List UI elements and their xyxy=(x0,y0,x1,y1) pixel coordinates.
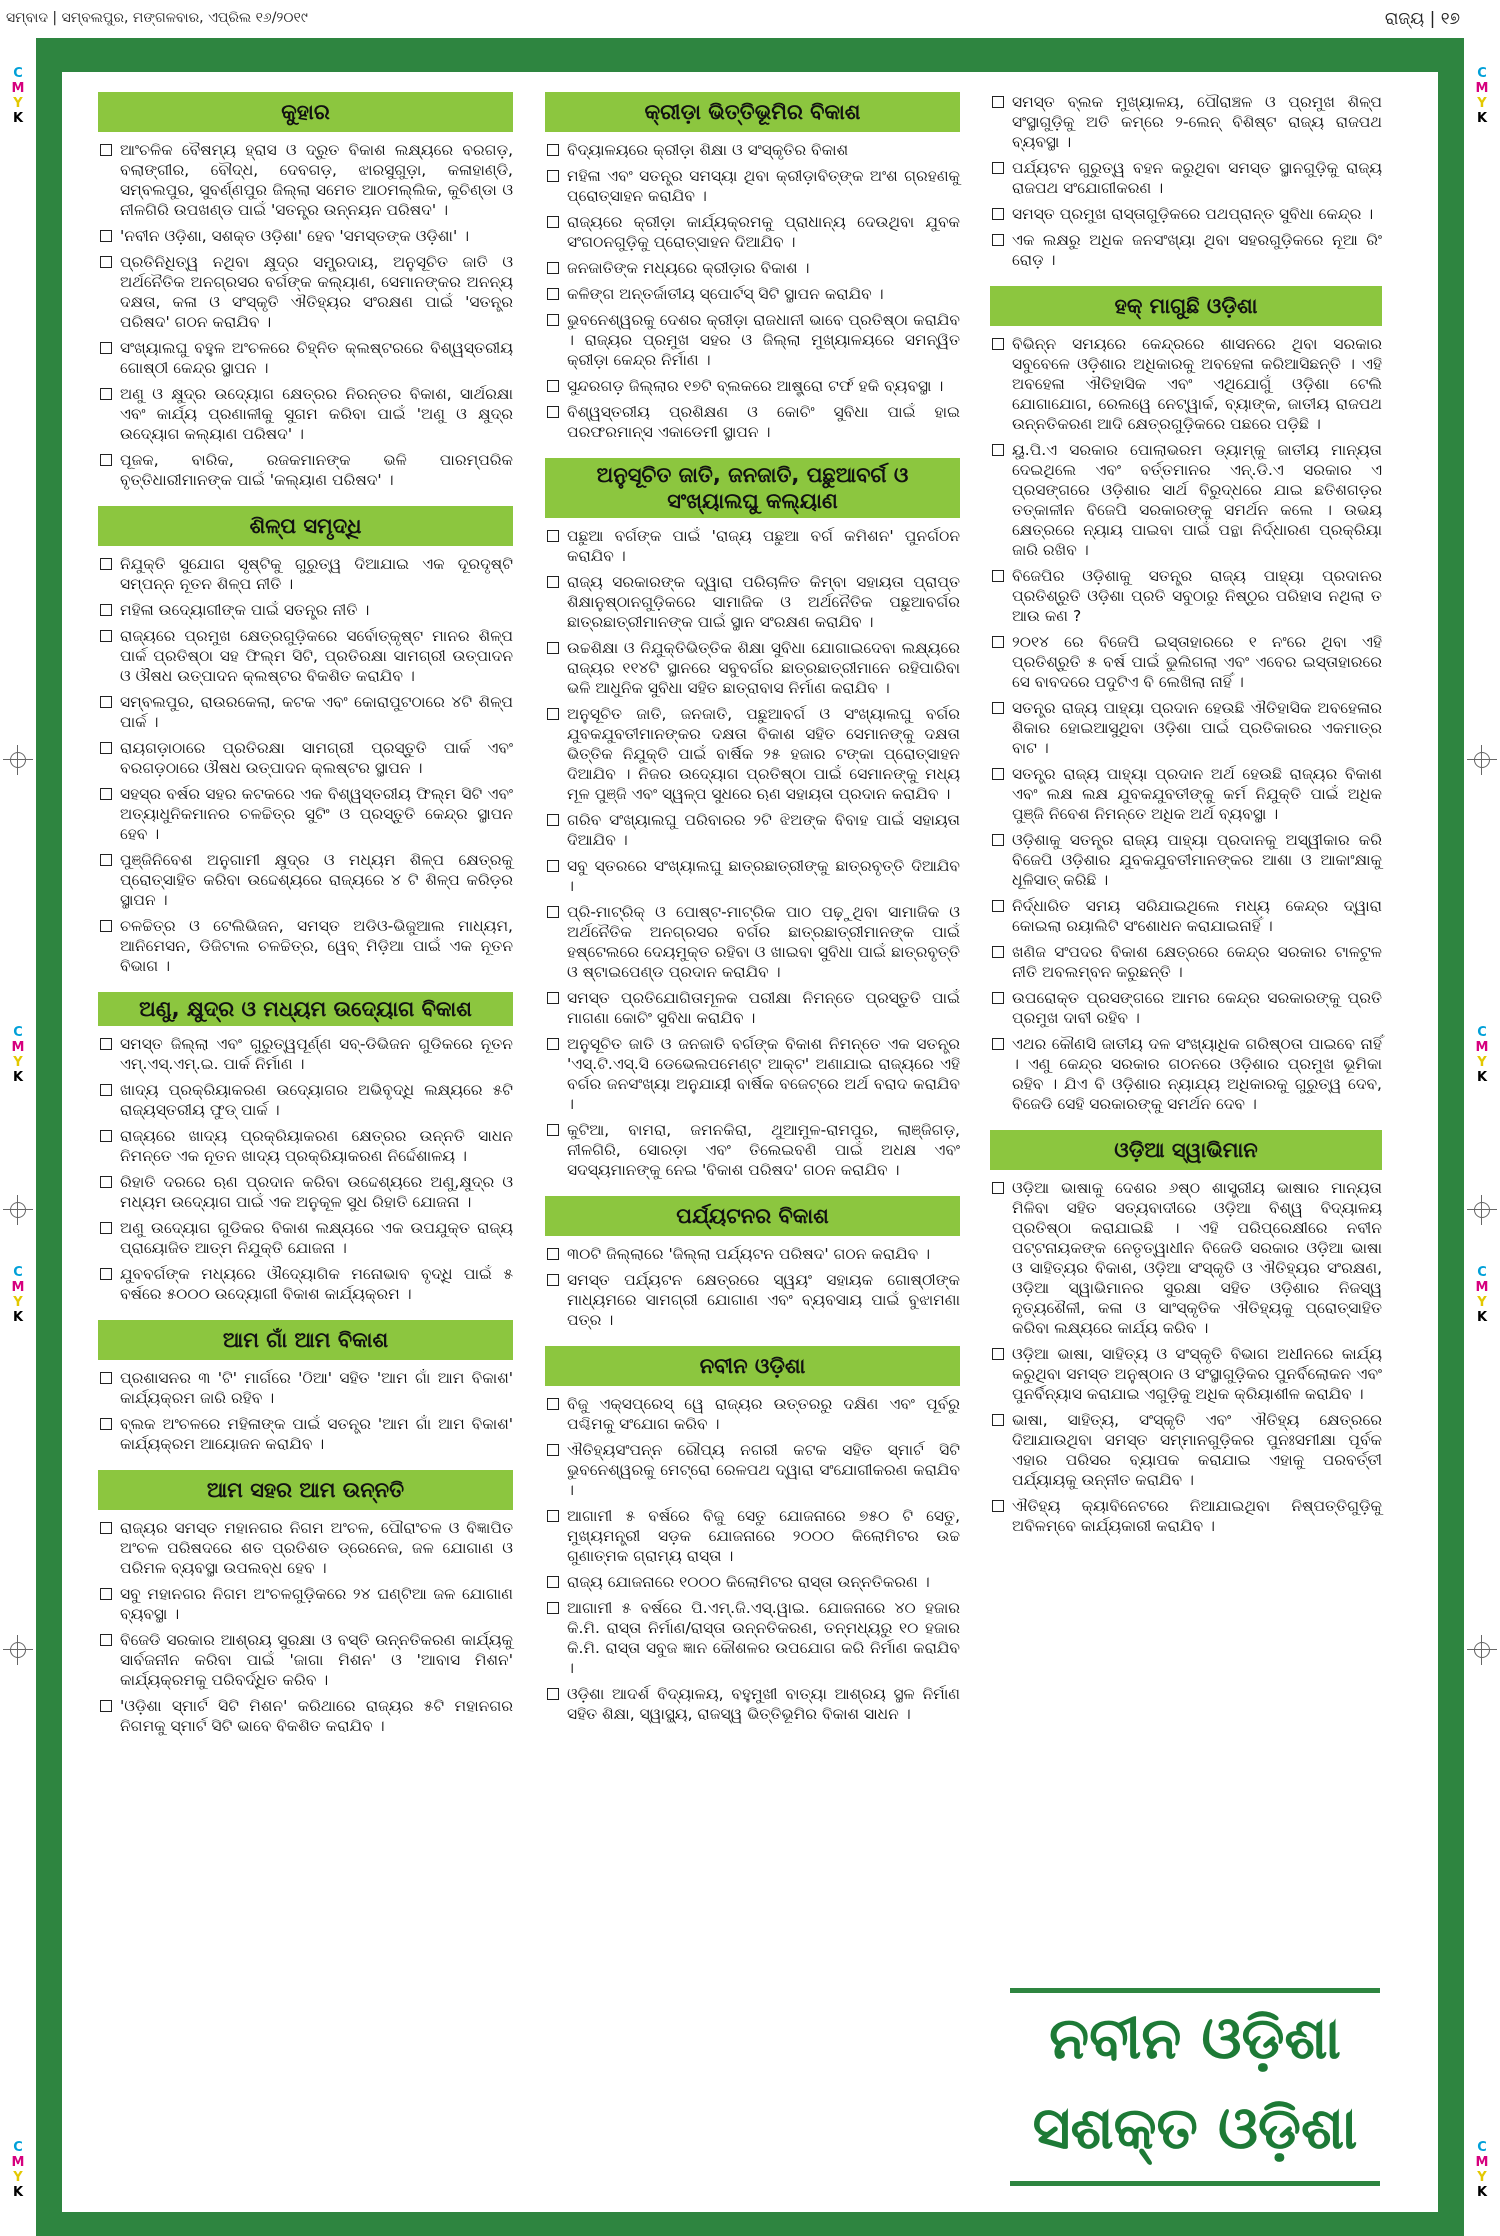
list-item: ଯୁବବର୍ଗଙ୍କ ମଧ୍ୟରେ ଔଦ୍ୟୋଗିକ ମନୋଭାବ ବୃଦ୍ଧି ପାଇଁ ୫ ବର୍ଷରେ ୫୦୦୦ ଉଦ୍ୟୋଗୀ ବିକାଶ କାର୍ଯ୍ୟକ୍ରମ । xyxy=(98,1264,513,1304)
color-bar-icon: C M Y K xyxy=(1475,1265,1489,1325)
list-item: ଆଗାମୀ ୫ ବର୍ଷରେ ପି.ଏମ୍.ଜି.ଏସ୍.ୱାଇ. ଯୋଜନାରେ ୪୦ ହଜାର କି.ମି. ରାସ୍ତା ନିର୍ମାଣ/ରାସ୍ତା ଉନ୍ନତିକରଣ, ତନ୍ମଧ୍ୟରୁ ୧୦ ହଜାର କି.ମି. ରାସ୍ତା ସବୁଜ ଜ୍ଞାନ କୌଶଳର ଉପଯୋଗ କରି ନିର୍ମାଣ କରାଯିବ । xyxy=(545,1598,960,1678)
section-heading: କ୍ରୀଡ଼ା ଭିତ୍ତିଭୂମିର ବିକାଶ xyxy=(545,92,960,132)
list-item: ବିଜୁ ଏକ୍ସପ୍ରେସ୍ ୱେ ରାଜ୍ୟର ଉତ୍ତରରୁ ଦକ୍ଷିଣ ଏବଂ ପୂର୍ବରୁ ପଶ୍ଚିମକୁ ସଂଯୋଗ କରିବ । xyxy=(545,1394,960,1434)
list-item: ଐତିହ୍ୟସଂପନ୍ନ ରୌପ୍ୟ ନଗରୀ କଟକ ସହିତ ସ୍ମାର୍ଟ ସିଟି ଭୁବନେଶ୍ୱରକୁ ମେଟ୍ରୋ ରେଳପଥ ଦ୍ୱାରା ସଂଯୋଗୀକରଣ କରାଯିବ । xyxy=(545,1440,960,1500)
list-item: ମହିଳା ଉଦ୍ୟୋଗୀଙ୍କ ପାଇଁ ସତନ୍ତ୍ର ନୀତି । xyxy=(98,600,513,620)
list-item: ଚଳଚ୍ଚିତ୍ର ଓ ଟେଲିଭିଜନ, ସମସ୍ତ ଅଡିଓ-ଭିଜୁଆଲ ମାଧ୍ୟମ, ଆନିମେସନ, ଡିଜିଟାଲ ଚଳଚ୍ଚିତ୍ର, ୱେବ୍ ମିଡ଼ିଆ ପାଇଁ ଏକ ନୂତନ ବିଭାଗ । xyxy=(98,916,513,976)
list-item: ରିହାତି ଦରରେ ଋଣ ପ୍ରଦାନ କରିବା ଉଦ୍ଦେଶ୍ୟରେ ଅଣୁ,କ୍ଷୁଦ୍ର ଓ ମଧ୍ୟମ ଉଦ୍ୟୋଗ ପାଇଁ ଏକ ଅନୁକୂଳ ସୁଧ ରିହାତି ଯୋଜନା । xyxy=(98,1172,513,1212)
registration-mark-icon xyxy=(3,745,33,775)
section-heading: ଶିଳ୍ପ ସମୃଦ୍ଧି xyxy=(98,506,513,546)
section-heading: ହକ୍ ମାଗୁଛି ଓଡ଼ିଶା xyxy=(990,286,1382,326)
list-item: ରାଜ୍ୟ ଯୋଜନାରେ ୧୦୦୦ କିଲୋମିଟର ରାସ୍ତା ଉନ୍ନତିକରଣ । xyxy=(545,1572,960,1592)
list-item: ଗରିବ ସଂଖ୍ୟାଲଘୁ ପରିବାରର ୨ଟି ଝିଅଙ୍କ ବିବାହ ପାଇଁ ସହାୟତା ଦିଆଯିବ । xyxy=(545,810,960,850)
list-item: ରାଜ୍ୟରେ ଖାଦ୍ୟ ପ୍ରକ୍ରିୟାକରଣ କ୍ଷେତ୍ରର ଉନ୍ନତି ସାଧନ ନିମନ୍ତେ ଏକ ନୂତନ ଖାଦ୍ୟ ପ୍ରକ୍ରିୟାକରଣ ନିର୍ଦ୍ଦେଶାଳୟ । xyxy=(98,1126,513,1166)
list-item: ରାୟଗଡ଼ାଠାରେ ପ୍ରତିରକ୍ଷା ସାମଗ୍ରୀ ପ୍ରସ୍ତୁତି ପାର୍କ ଏବଂ ବରଗଡ଼ଠାରେ ଔଷଧ ଉତ୍ପାଦନ କ୍ଲଷ୍ଟର ସ୍ଥାପନ । xyxy=(98,738,513,778)
list-item: ସତନ୍ତ୍ର ରାଜ୍ୟ ପାହ୍ୟା ପ୍ରଦାନ ହେଉଛି ଐତିହାସିକ ଅବହେଳାର ଶିକାର ହୋଇଆସୁଥିବା ଓଡ଼ିଶା ପାଇଁ ପ୍ରତିକାରର ଏକମାତ୍ର ବାଟ । xyxy=(990,698,1382,758)
list-item: ଅଣୁ ଉଦ୍ୟୋଗ ଗୁଡିକର ବିକାଶ ଲକ୍ଷ୍ୟରେ ଏକ ଉପଯୁକ୍ତ ରାଜ୍ୟ ପ୍ରାୟୋଜିତ ଆତ୍ମ ନିଯୁକ୍ତି ଯୋଜନା । xyxy=(98,1218,513,1258)
list-item: ନିଯୁକ୍ତି ସୁଯୋଗ ସୃଷ୍ଟିକୁ ଗୁରୁତ୍ୱ ଦିଆଯାଇ ଏକ ଦୂରଦୃଷ୍ଟି ସମ୍ପନ୍ନ ନୂତନ ଶିଳ୍ପ ନୀତି । xyxy=(98,554,513,594)
bullet-list xyxy=(990,92,1382,270)
section-heading: ଓଡ଼ିଆ ସ୍ୱାଭିମାନ xyxy=(990,1130,1382,1170)
color-bar-icon: C M Y K xyxy=(1475,2140,1489,2200)
list-item: ରାଜ୍ୟର ସମସ୍ତ ମହାନଗର ନିଗମ ଅଂଚଳ, ପୌରାଂଚଳ ଓ ବିଜ୍ଞାପିତ ଅଂଚଳ ପରିଷଦରେ ଶତ ପ୍ରତିଶତ ଡ୍ରେନେଜ, ଜଳ ଯୋଗାଣ ଓ ପରିମଳ ବ୍ୟବସ୍ଥା ଉପଲବ୍ଧ ହେବ । xyxy=(98,1518,513,1578)
bullet-list xyxy=(98,1518,513,1736)
column-middle xyxy=(545,92,960,1740)
list-item: ଜନଜାତିଙ୍କ ମଧ୍ୟରେ କ୍ରୀଡ଼ାର ବିକାଶ । xyxy=(545,258,960,278)
list-item: ବିଭିନ୍ନ ସମୟରେ କେନ୍ଦ୍ରରେ ଶାସନରେ ଥିବା ସରକାର ସବୁବେଳେ ଓଡ଼ିଶାର ଅଧିକାରକୁ ଅବହେଳା କରିଆସିଛନ୍ତି । ଏହି ଅବହେଳା ଐତିହାସିକ ଏବଂ ଏଥିଯୋଗୁଁ ଓଡ଼ିଶା ଟେଲି ଯୋଗାଯୋଗ, ରେଲୱେ ନେଟ୍‌ୱାର୍କ, ବ୍ୟାଙ୍କ, ଜାତୀୟ ରାଜପଥ ଉନ୍ନତିକରଣ ଆଦି କ୍ଷେତ୍ରଗୁଡ଼ିକରେ ପଛରେ ପଡ଼ିଛି । xyxy=(990,334,1382,434)
list-item: ସମସ୍ତ ପ୍ରମୁଖ ରାସ୍ତାଗୁଡ଼ିକରେ ପଥପ୍ରାନ୍ତ ସୁବିଧା କେନ୍ଦ୍ର । xyxy=(990,204,1382,224)
bullet-list xyxy=(545,140,960,442)
column-left xyxy=(98,92,513,1752)
list-item: ପର୍ଯ୍ୟଟନ ଗୁରୁତ୍ୱ ବହନ କରୁଥିବା ସମସ୍ତ ସ୍ଥାନଗୁଡ଼ିକୁ ରାଜ୍ୟ ରାଜପଥ ସଂଯୋଗୀକରଣ । xyxy=(990,158,1382,198)
bullet-list xyxy=(545,526,960,1180)
list-item: ସମସ୍ତ ବ୍ଲକ ମୁଖ୍ୟାଳୟ, ପୌରାଞ୍ଚଳ ଓ ପ୍ରମୁଖ ଶିଳ୍ପ ସଂସ୍ଥାଗୁଡ଼ିକୁ ଅତି କମ୍‌ରେ ୨-ଲେନ୍ ବିଶିଷ୍ଟ ରାଜ୍ୟ ରାଜପଥ ବ୍ୟବସ୍ଥା । xyxy=(990,92,1382,152)
list-item: ସତନ୍ତ୍ର ରାଜ୍ୟ ପାହ୍ୟା ପ୍ରଦାନ ଅର୍ଥ ହେଉଛି ରାଜ୍ୟର ବିକାଶ ଏବଂ ଲକ୍ଷ ଲକ୍ଷ ଯୁବକଯୁବତୀଙ୍କୁ କର୍ମ ନିଯୁକ୍ତି ପାଇଁ ଅଧିକ ପୁଞ୍ଜି ନିବେଶ ନିମନ୍ତେ ଅଧିକ ଅର୍ଥ ବ୍ୟବସ୍ଥା । xyxy=(990,764,1382,824)
bullet-list xyxy=(98,554,513,976)
list-item: ପ୍ରି-ମାଟ୍ରିକ୍ ଓ ପୋଷ୍ଟ-ମାଟ୍ରିକ ପାଠ ପଢ଼ୁଥିବା ସାମାଜିକ ଓ ଅର୍ଥନୈତିକ ଅନଗ୍ରସର ବର୍ଗର ଛାତ୍ରଛାତ୍ରୀମାନଙ୍କ ପାଇଁ ହଷ୍ଟେଲରେ ଦେୟମୁକ୍ତ ରହିବା ଓ ଖାଇବା ସୁବିଧା ପାଇଁ ଛାତ୍ରବୃତ୍ତି ଓ ଷ୍ଟାଇପେଣ୍ଡ ପ୍ରଦାନ କରାଯିବ । xyxy=(545,902,960,982)
list-item: ଓଡ଼ିଶାକୁ ସତନ୍ତ୍ର ରାଜ୍ୟ ପାହ୍ୟା ପ୍ରଦାନକୁ ଅସ୍ୱୀକାର କରି ବିଜେପି ଓଡ଼ିଶାର ଯୁବକଯୁବତୀମାନଙ୍କର ଆଶା ଓ ଆକାଂକ୍ଷାକୁ ଧୂଳିସାତ୍ କରିଛି । xyxy=(990,830,1382,890)
list-item: ପ୍ରତିନିଧିତ୍ୱ ନଥିବା କ୍ଷୁଦ୍ର ସମ୍ପ୍ରଦାୟ, ଅନୁସୂଚିତ ଜାତି ଓ ଅର୍ଥନୈତିକ ଅନଗ୍ରସର ବର୍ଗଙ୍କ କଲ୍ୟାଣ, ସେମାନଙ୍କର ଅନନ୍ୟ ଦକ୍ଷତା, କଳା ଓ ସଂସ୍କୃତି ଐତିହ୍ୟର ସଂରକ୍ଷଣ ପାଇଁ 'ସତନ୍ତ୍ର ପରିଷଦ' ଗଠନ କରାଯିବ । xyxy=(98,252,513,332)
list-item: ଅନୁସୂଚିତ ଜାତି ଓ ଜନଜାତି ବର୍ଗଙ୍କ ବିକାଶ ନିମନ୍ତେ ଏକ ସତନ୍ତ୍ର 'ଏସ୍.ଟି.ଏସ୍.ସି ଡେଭେଲପମେଣ୍ଟ ଆକ୍ଟ' ଅଣାଯାଇ ରାଜ୍ୟରେ ଏହି ବର୍ଗର ଜନସଂଖ୍ୟା ଅନୁଯାୟୀ ବାର୍ଷିକ ବଜେଟ୍‌ରେ ଅର୍ଥ ବରାଦ କରାଯିବ । xyxy=(545,1034,960,1114)
list-item: କୁଟିଆ, ବାମରା, ଜମନକିରା, ଥୁଆମୁଳ-ରାମପୁର, ଲାଞ୍ଜିଗଡ଼, ନୀଳଗିରି, ସୋରଡ଼ା ଏବଂ ତିଲେଇବଣି ପାଇଁ ଅଧକ୍ଷ ଏବଂ ସଦସ୍ୟମାନଙ୍କୁ ନେଇ 'ବିକାଶ ପରିଷଦ' ଗଠନ କରାଯିବ । xyxy=(545,1120,960,1180)
slogan-line-1: ନବୀନ ଓଡ଼ିଶା xyxy=(1049,2004,1341,2072)
list-item: ଆଂଚଳିକ ବୈଷମ୍ୟ ହ୍ରାସ ଓ ଦ୍ରୁତ ବିକାଶ ଲକ୍ଷ୍ୟରେ ବରଗଡ଼, ବଲାଙ୍ଗୀର, ବୌଦ୍ଧ, ଦେବଗଡ଼, ଝାରସୁଗୁଡ଼ା, କଳାହାଣ୍ଡି, ସମ୍ବଲପୁର, ସୁବର୍ଣ୍ଣପୁର ଜିଲ୍ଲା ସମେତ ଆଠମଲ୍ଲିକ, କୁଚିଣ୍ଡା ଓ ନୀଳଗିରି ଉପଖଣ୍ଡ ପାଇଁ 'ସତନ୍ତ୍ର ଉନ୍ନୟନ ପରିଷଦ' । xyxy=(98,140,513,220)
list-item: ସମସ୍ତ ପ୍ରତିଯୋଗିତାମୂଳକ ପରୀକ୍ଷା ନିମନ୍ତେ ପ୍ରସ୍ତୁତି ପାଇଁ ମାଗଣା କୋଚିଂ ସୁବିଧା କରାଯିବ । xyxy=(545,988,960,1028)
color-bar-icon: C M Y K xyxy=(1475,1025,1489,1085)
list-item: ବ୍ଲକ ଅଂଚଳରେ ମହିଳାଙ୍କ ପାଇଁ ସତନ୍ତ୍ର 'ଆମ ଗାଁ ଆମ ବିକାଶ' କାର୍ଯ୍ୟକ୍ରମ ଆୟୋଜନ କରାଯିବ । xyxy=(98,1414,513,1454)
list-item: ବିଶ୍ୱସ୍ତରୀୟ ପ୍ରଶିକ୍ଷଣ ଓ କୋଚିଂ ସୁବିଧା ପାଇଁ ହାଇ ପରଫରମାନ୍ସ ଏକାଡେମୀ ସ୍ଥାପନ । xyxy=(545,402,960,442)
list-item: ବିଜେଡି ସରକାର ଆଶ୍ରୟ ସୁରକ୍ଷା ଓ ବସ୍ତି ଉନ୍ନତିକରଣ କାର୍ଯ୍ୟକୁ ସାର୍ବଜନୀନ କରିବା ପାଇଁ 'ଜାଗା ମିଶନ' ଓ 'ଆବାସ ମିଶନ' କାର୍ଯ୍ୟକ୍ରମକୁ ପରିବର୍ଦ୍ଧିତ କରିବ । xyxy=(98,1630,513,1690)
list-item: ଓଡ଼ିଆ ଭାଷା, ସାହିତ୍ୟ ଓ ସଂସ୍କୃତି ବିଭାଗ ଅଧୀନରେ କାର୍ଯ୍ୟ କରୁଥିବା ସମସ୍ତ ଅନୁଷ୍ଠାନ ଓ ସଂସ୍ଥାଗୁଡ଼ିକର ପୁନର୍ବିଲୋକନ ଏବଂ ପୁନର୍ବିନ୍ୟାସ କରାଯାଇ ଏଗୁଡ଼ିକୁ ଅଧିକ କ୍ରିୟାଶୀଳ କରାଯିବ । xyxy=(990,1344,1382,1404)
section-heading: କୁହାର xyxy=(98,92,513,132)
list-item: ଭାଷା, ସାହିତ୍ୟ, ସଂସ୍କୃତି ଏବଂ ଐତିହ୍ୟ କ୍ଷେତ୍ରରେ ଦିଆଯାଉଥିବା ସମସ୍ତ ସମ୍ମାନଗୁଡ଼ିକର ପୁନଃସମୀକ୍ଷା ପୂର୍ବକ ଏହାର ପରିସର ବ୍ୟାପକ କରାଯାଇ ଏହାକୁ ପରବର୍ତ୍ତୀ ପର୍ଯ୍ୟାୟକୁ ଉନ୍ନୀତ କରାଯିବ । xyxy=(990,1410,1382,1490)
section-heading: ଆମ ସହର ଆମ ଉନ୍ନତି xyxy=(98,1470,513,1510)
list-item: ଭୁବନେଶ୍ୱରକୁ ଦେଶର କ୍ରୀଡ଼ା ରାଜଧାନୀ ଭାବେ ପ୍ରତିଷ୍ଠା କରାଯିବ । ରାଜ୍ୟର ପ୍ରମୁଖ ସହର ଓ ଜିଲ୍ଲା ମୁଖ୍ୟାଳୟରେ ସମନ୍ୱିତ କ୍ରୀଡ଼ା କେନ୍ଦ୍ର ନିର୍ମାଣ । xyxy=(545,310,960,370)
section-heading: ପର୍ଯ୍ୟଟନର ବିକାଶ xyxy=(545,1196,960,1236)
list-item: ସମସ୍ତ ପର୍ଯ୍ୟଟନ କ୍ଷେତ୍ରରେ ସ୍ୱୟଂ ସହାୟକ ଗୋଷ୍ଠୀଙ୍କ ମାଧ୍ୟମରେ ସାମଗ୍ରୀ ଯୋଗାଣ ଏବଂ ବ୍ୟବସାୟ ପାଇଁ ବୁଝାମଣା ପତ୍ର । xyxy=(545,1270,960,1330)
color-bar-icon: C M Y K xyxy=(11,1265,25,1325)
list-item: ସବୁ ମହାନଗର ନିଗମ ଅଂଚଳଗୁଡ଼ିକରେ ୨୪ ଘଣ୍ଟିଆ ଜଳ ଯୋଗାଣ ବ୍ୟବସ୍ଥା । xyxy=(98,1584,513,1624)
slogan-box xyxy=(1010,1988,1380,2186)
bullet-list xyxy=(545,1244,960,1330)
bullet-list xyxy=(98,1368,513,1454)
bullet-list xyxy=(990,334,1382,1114)
registration-mark-icon xyxy=(1467,1635,1497,1665)
list-item: ସହସ୍ର ବର୍ଷର ସହର କଟକରେ ଏକ ବିଶ୍ୱସ୍ତରୀୟ ଫିଲ୍ମ ସିଟି ଏବଂ ଅତ୍ୟାଧୁନିକମାନର ଚଳଚ୍ଚିତ୍ର ସୁଟିଂ ଓ ପ୍ରସ୍ତୁତି କେନ୍ଦ୍ର ସ୍ଥାପନ ହେବ । xyxy=(98,784,513,844)
list-item: 'ଓଡ଼ିଶା ସ୍ମାର୍ଟ ସିଟି ମିଶନ' କରିଥାରେ ରାଜ୍ୟର ୫ଟି ମହାନଗର ନିଗମକୁ ସ୍ମାର୍ଟ ସିଟି ଭାବେ ବିକଶିତ କରାଯିବ । xyxy=(98,1696,513,1736)
color-bar-icon: C M Y K xyxy=(11,66,25,126)
section-heading: ଆମ ଗାଁ ଆମ ବିକାଶ xyxy=(98,1320,513,1360)
section-heading: ଅନୁସୂଚିତ ଜାତି, ଜନଜାତି, ପଛୁଆବର୍ଗ ଓ ସଂଖ୍ୟାଲଘୁ କଲ୍ୟାଣ xyxy=(545,458,960,518)
registration-mark-icon xyxy=(3,1195,33,1225)
list-item: ପୂଜକ, ବାରିକ, ରଜକମାନଙ୍କ ଭଳି ପାରମ୍ପରିକ ବୃତ୍ତିଧାରୀମାନଙ୍କ ପାଇଁ 'କଲ୍ୟାଣ ପରିଷଦ' । xyxy=(98,450,513,490)
list-item: ଏକ ଲକ୍ଷରୁ ଅଧିକ ଜନସଂଖ୍ୟା ଥିବା ସହରଗୁଡ଼ିକରେ ନୂଆ ରିଂ ରୋଡ଼ । xyxy=(990,230,1382,270)
bullet-list xyxy=(990,1178,1382,1536)
bullet-list xyxy=(545,1394,960,1724)
list-item: ଉପରୋକ୍ତ ପ୍ରସଙ୍ଗରେ ଆମର କେନ୍ଦ୍ର ସରକାରଙ୍କୁ ପ୍ରତି ପ୍ରମୁଖ ଦାବୀ ରହିବ । xyxy=(990,988,1382,1028)
masthead xyxy=(0,0,1500,38)
list-item: ଆଗାମୀ ୫ ବର୍ଷରେ ବିଜୁ ସେତୁ ଯୋଜନାରେ ୭୫୦ ଟି ସେତୁ, ମୁଖ୍ୟମନ୍ତ୍ରୀ ସଡ଼କ ଯୋଜନାରେ ୨୦୦୦ କିଲୋମିଟର ଉଚ୍ଚ ଗୁଣାତ୍ମକ ଗ୍ରାମ୍ୟ ରାସ୍ତା । xyxy=(545,1506,960,1566)
list-item: କଳିଙ୍ଗ ଅନ୍ତର୍ଜାତୀୟ ସ୍ପୋର୍ଟସ୍ ସିଟି ସ୍ଥାପନ କରାଯିବ । xyxy=(545,284,960,304)
registration-mark-icon xyxy=(1467,1195,1497,1225)
list-item: ସଂଖ୍ୟାଲଘୁ ବହୁଳ ଅଂଚଳରେ ଚିହ୍ନିତ କ୍ଲଷ୍ଟରରେ ବିଶ୍ୱସ୍ତରୀୟ ଗୋଷ୍ଠୀ କେନ୍ଦ୍ର ସ୍ଥାପନ । xyxy=(98,338,513,378)
list-item: ଐତିହ୍ୟ କ୍ୟାବିନେଟରେ ନିଆଯାଇଥିବା ନିଷ୍ପତ୍ତିଗୁଡ଼ିକୁ ଅବିଳମ୍ବେ କାର୍ଯ୍ୟକାରୀ କରାଯିବ । xyxy=(990,1496,1382,1536)
list-item: ନିର୍ଦ୍ଧାରିତ ସମୟ ସରିଯାଇଥିଲେ ମଧ୍ୟ କେନ୍ଦ୍ର ଦ୍ୱାରା କୋଇଲା ରୟାଲିଟି ସଂଶୋଧନ କରାଯାଇନାହିଁ । xyxy=(990,896,1382,936)
color-bar-icon: C M Y K xyxy=(1475,66,1489,126)
list-item: ଅଣୁ ଓ କ୍ଷୁଦ୍ର ଉଦ୍ୟୋଗ କ୍ଷେତ୍ରର ନିରନ୍ତର ବିକାଶ, ସାର୍ଥରକ୍ଷା ଏବଂ କାର୍ଯ୍ୟ ପ୍ରଣାଳୀକୁ ସୁଗମ କରିବା ପାଇଁ 'ଅଣୁ ଓ କ୍ଷୁଦ୍ର ଉଦ୍ୟୋଗ କଲ୍ୟାଣ ପରିଷଦ' । xyxy=(98,384,513,444)
list-item: ମହିଳା ଏବଂ ସତନ୍ତ୍ର ସମସ୍ୟା ଥିବା କ୍ରୀଡ଼ାବିତ୍ଙ୍କ ଅଂଶ ଗ୍ରହଣକୁ ପ୍ରୋତ୍ସାହନ କରାଯିବ । xyxy=(545,166,960,206)
color-bar-icon: C M Y K xyxy=(11,1025,25,1085)
list-item: ପ୍ରଶାସନର ୩ 'ଟି' ମାର୍ଗରେ 'ଠିଆ' ସହିତ 'ଆମ ଗାଁ ଆମ ବିକାଶ' କାର୍ଯ୍ୟକ୍ରମ ଜାରି ରହିବ । xyxy=(98,1368,513,1408)
list-item: ସବୁ ସ୍ତରରେ ସଂଖ୍ୟାଲଘୁ ଛାତ୍ରଛାତ୍ରୀଙ୍କୁ ଛାତ୍ରବୃତ୍ତି ଦିଆଯିବ । xyxy=(545,856,960,896)
list-item: ଏଥର କୌଣସି ଜାତୀୟ ଦଳ ସଂଖ୍ୟାଧିକ ଗରିଷ୍ଠତା ପାଇବେ ନାହିଁ । ଏଣୁ କେନ୍ଦ୍ର ସରକାର ଗଠନରେ ଓଡ଼ିଶାର ପ୍ରମୁଖ ଭୂମିକା ରହିବ । ଯିଏ ବି ଓଡ଼ିଶାର ନ୍ୟାଯ୍ୟ ଅଧିକାରକୁ ଗୁରୁତ୍ୱ ଦେବ, ବିଜେଡି ସେହି ସରକାରଙ୍କୁ ସମର୍ଥନ ଦେବ । xyxy=(990,1034,1382,1114)
list-item: ଓଡ଼ିଆ ଭାଷାକୁ ଦେଶର ୬ଷ୍ଠ ଶାସ୍ତ୍ରୀୟ ଭାଷାର ମାନ୍ୟତା ମିଳିବା ସହିତ ସତ୍ୟବାଦୀରେ ଓଡ଼ିଆ ବିଶ୍ୱ ବିଦ୍ୟାଳୟ ପ୍ରତିଷ୍ଠା କରାଯାଇଛି । ଏହି ପରିପ୍ରେକ୍ଷୀରେ ନବୀନ ପଟ୍ଟନାୟକଙ୍କ ନେତୃତ୍ୱାଧୀନ ବିଜେଡି ସରକାର ଓଡ଼ିଆ ଭାଷା ଓ ସାହିତ୍ୟର ବିକାଶ, ଓଡ଼ିଆ ସଂସ୍କୃତି ଓ ଐତିହ୍ୟର ସଂରକ୍ଷଣ, ଓଡ଼ିଆ ସ୍ୱାଭିମାନର ସୁରକ୍ଷା ସହିତ ଓଡ଼ିଶାର ନିଜସ୍ୱ ନୃତ୍ୟଶୈଳୀ, କଳା ଓ ସାଂସ୍କୃତିକ ଐତିହ୍ୟକୁ ପ୍ରୋତ୍ସାହିତ କରିବା ଲକ୍ଷ୍ୟରେ କାର୍ଯ୍ୟ କରିବ । xyxy=(990,1178,1382,1338)
color-bar-icon: C M Y K xyxy=(11,2140,25,2200)
list-item: ଅନୁସୂଚିତ ଜାତି, ଜନଜାତି, ପଛୁଆବର୍ଗ ଓ ସଂଖ୍ୟାଲଘୁ ବର୍ଗର ଯୁବକଯୁବତୀମାନଙ୍କର ଦକ୍ଷତା ବିକାଶ ସହିତ ସେମାନଙ୍କୁ ଦକ୍ଷତା ଭିତ୍ତିକ ନିଯୁକ୍ତି ପାଇଁ ବାର୍ଷିକ ୨୫ ହଜାର ଟଙ୍କା ପ୍ରୋତ୍ସାହନ ଦିଆଯିବ । ନିଜର ଉଦ୍ୟୋଗ ପ୍ରତିଷ୍ଠା ପାଇଁ ସେମାନଙ୍କୁ ମଧ୍ୟ ମୂଳ ପୁଞ୍ଜି ଏବଂ ସ୍ୱଳ୍ପ ସୁଧରେ ଋଣ ସହାୟତା ପ୍ରଦାନ କରାଯିବ । xyxy=(545,704,960,804)
column-right xyxy=(990,92,1382,1552)
list-item: ରାଜ୍ୟରେ ପ୍ରମୁଖ କ୍ଷେତ୍ରଗୁଡ଼ିକରେ ସର୍ବୋତ୍କୃଷ୍ଟ ମାନର ଶିଳ୍ପ ପାର୍କ ପ୍ରତିଷ୍ଠା ସହ ଫିଲ୍ମ ସିଟି, ପ୍ରତିରକ୍ଷା ସାମଗ୍ରୀ ଉତ୍ପାଦନ ଓ ଔଷଧ ଉତ୍ପାଦନ କ୍ଲଷ୍ଟର ବିକଶିତ କରାଯିବ । xyxy=(98,626,513,686)
section-heading: ଅଣୁ, କ୍ଷୁଦ୍ର ଓ ମଧ୍ୟମ ଉଦ୍ୟୋଗ ବିକାଶ xyxy=(98,992,513,1026)
list-item: ଖାଦ୍ୟ ପ୍ରକ୍ରିୟାକରଣ ଉଦ୍ୟୋଗର ଅଭିବୃଦ୍ଧି ଲକ୍ଷ୍ୟରେ ୫ଟି ରାଜ୍ୟସ୍ତରୀୟ ଫୁଡ୍ ପାର୍କ । xyxy=(98,1080,513,1120)
list-item: ସୁନ୍ଦରଗଡ଼ ଜିଲ୍ଲାର ୧୭ଟି ବ୍ଲକରେ ଆଷ୍ଟ୍ରୋ ଟର୍ଫ ହକି ବ୍ୟବସ୍ଥା । xyxy=(545,376,960,396)
list-item: ସମ୍ବଲପୁର, ରାଉରକେଲା, କଟକ ଏବଂ କୋରାପୁଟଠାରେ ୪ଟି ଶିଳ୍ପ ପାର୍କ । xyxy=(98,692,513,732)
list-item: ରାଜ୍ୟ ସରକାରଙ୍କ ଦ୍ୱାରା ପରିଚାଳିତ କିମ୍ବା ସହାୟତା ପ୍ରାପ୍ତ ଶିକ୍ଷାନୁଷ୍ଠାନଗୁଡ଼ିକରେ ସାମାଜିକ ଓ ଅର୍ଥନୈତିକ ପଛୁଆବର୍ଗର ଛାତ୍ରଛାତ୍ରୀମାନଙ୍କ ପାଇଁ ସ୍ଥାନ ସଂରକ୍ଷଣ କରାଯିବ । xyxy=(545,572,960,632)
registration-mark-icon xyxy=(1467,745,1497,775)
list-item: ଓଡ଼ିଶା ଆଦର୍ଶ ବିଦ୍ୟାଳୟ, ବହୁମୁଖୀ ବାତ୍ୟା ଆଶ୍ରୟ ସ୍ଥଳ ନିର୍ମାଣ ସହିତ ଶିକ୍ଷା, ସ୍ୱାସ୍ଥ୍ୟ, ରାଜସ୍ୱ ଭିତ୍ତିଭୂମିର ବିକାଶ ସାଧନ । xyxy=(545,1684,960,1724)
bullet-list xyxy=(98,140,513,490)
list-item: ୟୁ.ପି.ଏ ସରକାର ପୋଲାଭରମ ଡ୍ୟାମ୍‌କୁ ଜାତୀୟ ମାନ୍ୟତା ଦେଇଥିଲେ ଏବଂ ବର୍ତ୍ତମାନର ଏନ୍.ଡି.ଏ ସରକାର ଏ ପ୍ରସଙ୍ଗରେ ଓଡ଼ିଶାର ସାର୍ଥ ବିରୁଦ୍ଧରେ ଯାଇ ଛତିଶଗଡ଼ର ତତ୍କାଳୀନ ବିଜେପି ସରକାରଙ୍କୁ ସମର୍ଥନ କଲେ । ଉଭୟ କ୍ଷେତ୍ରରେ ନ୍ୟାୟ ପାଇବା ପାଇଁ ପନ୍ଥା ନିର୍ଦ୍ଧାରଣ ପ୍ରକ୍ରିୟା ଜାରି ରଖିବ । xyxy=(990,440,1382,560)
list-item: ୨୦୧୪ ରେ ବିଜେପି ଇସ୍ତାହାରରେ ୧ ନଂରେ ଥିବା ଏହି ପ୍ରତିଶ୍ରୁତି ୫ ବର୍ଷ ପାଇଁ ଭୁଲିଗଲା ଏବଂ ଏବେର ଇସ୍ତାହାରରେ ସେ ବାବଦରେ ପଦୁଟିଏ ବି ଲେଖିଲା ନାହିଁ । xyxy=(990,632,1382,692)
slogan-line-2: ସଶକ୍ତ ଓଡ଼ିଶା xyxy=(1032,2094,1358,2162)
list-item: ୩୦ଟି ଜିଲ୍ଲାରେ 'ଜିଲ୍ଲା ପର୍ଯ୍ୟଟନ ପରିଷଦ' ଗଠନ କରାଯିବ । xyxy=(545,1244,960,1264)
bullet-list xyxy=(98,1034,513,1304)
list-item: 'ନବୀନ ଓଡ଼ିଶା, ସଶକ୍ତ ଓଡ଼ିଶା' ହେବ 'ସମସ୍ତଙ୍କ ଓଡ଼ିଶା' । xyxy=(98,226,513,246)
section-heading: ନବୀନ ଓଡ଼ିଶା xyxy=(545,1346,960,1386)
list-item: ସମସ୍ତ ଜିଲ୍ଲା ଏବଂ ଗୁରୁତ୍ୱପୂର୍ଣ୍ଣ ସବ୍-ଡିଭିଜନ ଗୁଡିକରେ ନୂତନ ଏମ୍.ଏସ୍.ଏମ୍.ଇ. ପାର୍କ ନିର୍ମାଣ । xyxy=(98,1034,513,1074)
list-item: ପୁଞ୍ଜିନିବେଶ ଅନୁଗାମୀ କ୍ଷୁଦ୍ର ଓ ମଧ୍ୟମ ଶିଳ୍ପ କ୍ଷେତ୍ରକୁ ପ୍ରୋତ୍ସାହିତ କରିବା ଉଦ୍ଦେଶ୍ୟରେ ରାଜ୍ୟରେ ୪ ଟି ଶିଳ୍ପ କରିଡ଼ର ସ୍ଥାପନ । xyxy=(98,850,513,910)
list-item: ଉଚ୍ଚଶିକ୍ଷା ଓ ନିଯୁକ୍ତିଭିତ୍ତିକ ଶିକ୍ଷା ସୁବିଧା ଯୋଗାଇଦେବା ଲକ୍ଷ୍ୟରେ ରାଜ୍ୟର ୧୧୪ଟି ସ୍ଥାନରେ ସବୁବର୍ଗର ଛାତ୍ରଛାତ୍ରୀମାନେ ରହିପାରିବା ଭଳି ଆଧୁନିକ ସୁବିଧା ସହିତ ଛାତ୍ରାବାସ ନିର୍ମାଣ କରାଯିବ । xyxy=(545,638,960,698)
list-item: ବିଜେପିର ଓଡ଼ିଶାକୁ ସତନ୍ତ୍ର ରାଜ୍ୟ ପାହ୍ୟା ପ୍ରଦାନର ପ୍ରତିଶ୍ରୁତି ଓଡ଼ିଶା ପ୍ରତି ସବୁଠାରୁ ନିଷ୍ଠୁର ପରିହାସ ନଥିଲା ତ ଆଉ କଣ ? xyxy=(990,566,1382,626)
registration-mark-icon xyxy=(3,1635,33,1665)
masthead-date: ସମ୍ବାଦ | ସମ୍ବଲପୁର, ମଙ୍ଗଳବାର, ଏପ୍ରିଲ ୧୬/୨୦୧୯ xyxy=(6,10,308,26)
list-item: ବିଦ୍ୟାଳୟରେ କ୍ରୀଡ଼ା ଶିକ୍ଷା ଓ ସଂସ୍କୃତିର ବିକାଶ xyxy=(545,140,960,160)
list-item: ରାଜ୍ୟରେ କ୍ରୀଡ଼ା କାର୍ଯ୍ୟକ୍ରମକୁ ପ୍ରାଧାନ୍ୟ ଦେଉଥିବା ଯୁବକ ସଂଗଠନଗୁଡ଼ିକୁ ପ୍ରୋତ୍ସାହନ ଦିଆଯିବ । xyxy=(545,212,960,252)
list-item: ପଛୁଆ ବର୍ଗଙ୍କ ପାଇଁ 'ରାଜ୍ୟ ପଛୁଆ ବର୍ଗ କମିଶନ' ପୁନର୍ଗଠନ କରାଯିବ । xyxy=(545,526,960,566)
page-section-number: ରାଜ୍ୟ | ୧୭ xyxy=(1384,9,1460,29)
list-item: ଖଣିଜ ସଂପଦର ବିକାଶ କ୍ଷେତ୍ରରେ କେନ୍ଦ୍ର ସରକାର ଟାଳଟୁଳ ନୀତି ଅବଲମ୍ବନ କରୁଛନ୍ତି । xyxy=(990,942,1382,982)
